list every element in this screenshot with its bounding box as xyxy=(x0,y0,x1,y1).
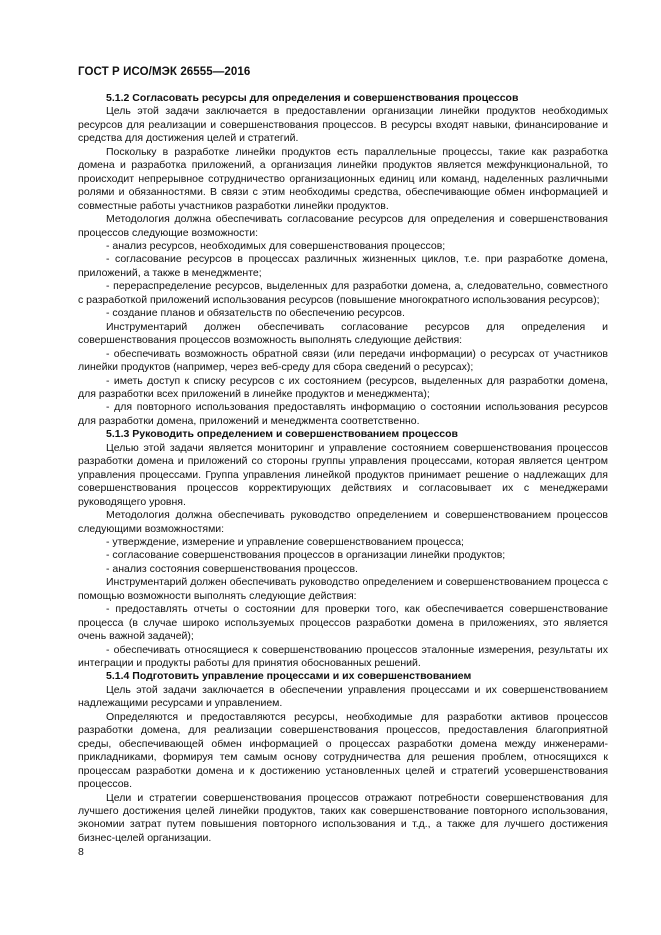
paragraph: Цель этой задачи заключается в обеспечении управления процессами и их совершенствованием надлежащими ресурсами и управлением. xyxy=(78,683,608,710)
list-item: - анализ состояния совершенствования процессов. xyxy=(106,562,358,575)
list-item: - утверждение, измерение и управление совершенствованием процесса; xyxy=(106,535,464,548)
paragraph: Инструментарий должен обеспечивать руководство определением и совершенствованием процесса с помощью возможности выполнять следующие действия: xyxy=(78,576,608,602)
document-body xyxy=(78,92,608,845)
paragraph: Определяются и предоставляются ресурсы, необходимые для разработки активов процессов разработки домена, для реализации совершенствования процессов, предоставления благоприятной среды, обеспечивающей обмен информацией о процессах разработки домена между инженерами-прикладниками, формируя тем самым основу сотрудничества для решения проблем, относящихся к процессам разработки домена и к достижению установленных целей и стратегий усовершенствования процессов. xyxy=(78,710,608,791)
document-header: ГОСТ Р ИСО/МЭК 26555—2016 xyxy=(78,66,251,78)
section-heading: 5.1.4 Подготовить управление процессами и их совершенствованием xyxy=(106,670,472,683)
section-heading: 5.1.2 Согласовать ресурсы для определения и совершенствования процессов xyxy=(106,92,519,104)
list-item: - иметь доступ к списку ресурсов с их состоянием (ресурсов, выделенных для разработки домена, для разработки всех приложений в линейке продуктов и менеджмента); xyxy=(78,374,608,400)
paragraph: Методология должна обеспечивать согласование ресурсов для определения и совершенствования процессов следующие возможности: xyxy=(78,213,608,239)
list-item: - предоставлять отчеты о состоянии для проверки того, как обеспечивается совершенствование процесса (в случае широко используемых процессов разработки домена в приложениях, это является очень важной задачей); xyxy=(78,603,608,643)
list-item: - перераспределение ресурсов, выделенных для разработки домена, а, следовательно, совместного с разработкой приложений использования ресурсов (повышение многократного использования ресурсов); xyxy=(78,280,608,306)
paragraph: Инструментарий должен обеспечивать согласование ресурсов для определения и совершенствования процессов возможность выполнять следующие действия: xyxy=(78,320,608,347)
page-number: 8 xyxy=(78,846,84,858)
list-item: - для повторного использования предоставлять информацию о состоянии использования ресурсов для разработки домена, приложений и менеджмента соответственно. xyxy=(78,401,608,427)
paragraph: Цель этой задачи заключается в предоставлении организации линейки продуктов необходимых ресурсов для реализации и совершенствования процессов. В ресурсы входят навыки, финансирование и средства для достижения целей и стратегий. xyxy=(78,105,608,145)
list-item: - анализ ресурсов, необходимых для совершенствования процессов; xyxy=(106,239,446,252)
list-item: - создание планов и обязательств по обеспечению ресурсов. xyxy=(106,307,405,320)
list-item: - согласование совершенствования процессов в организации линейки продуктов; xyxy=(106,549,506,562)
list-item: - обеспечивать относящиеся к совершенствованию процессов эталонные измерения, результаты их интеграции и продукты работы для принятия обоснованных решений. xyxy=(78,643,608,670)
paragraph: Поскольку в разработке линейки продуктов есть параллельные процессы, такие как разработка домена и разработка приложений, а организация линейки продуктов является межфункциональной, то происходит непрерывное сотрудничество организационных единиц или команд, наделенных различными ролями и обязанностями. В связи с этим необходимы средства, обеспечивающие обмен информацией и совместные работы участников разработки линейки продуктов. xyxy=(78,145,608,212)
list-item: - обеспечивать возможность обратной связи (или передачи информации) о ресурсах от участников линейки продуктов (например, через веб-среду для сбора сведений о ресурсах); xyxy=(78,347,608,374)
list-item: - согласование ресурсов в процессах различных жизненных циклов, т.е. при разработке домена, приложений, а также в менеджменте; xyxy=(78,253,608,279)
paragraph: Целью этой задачи является мониторинг и управление состоянием совершенствования процессов разработки домена и приложений со стороны группы управления процессами, которая является центром управления процессами. Группа управления линейкой продуктов принимает решение о надлежащих для совершенствования процессов корректирующих действиях и согласовывает их с менеджерами руководящего уровня. xyxy=(78,441,608,508)
paragraph: Цели и стратегии совершенствования процессов отражают потребности совершенствования для лучшего достижения целей линейки продуктов, таких как совершенствование повторного использования, экономии затрат путем повышения повторного использования и т.д., а также для лучшего достижения бизнес-целей организации. xyxy=(78,791,608,844)
paragraph: Методология должна обеспечивать руководство определением и совершенствованием процессов следующими возможностями: xyxy=(78,509,608,535)
section-heading: 5.1.3 Руководить определением и совершенствованием процессов xyxy=(106,428,458,441)
